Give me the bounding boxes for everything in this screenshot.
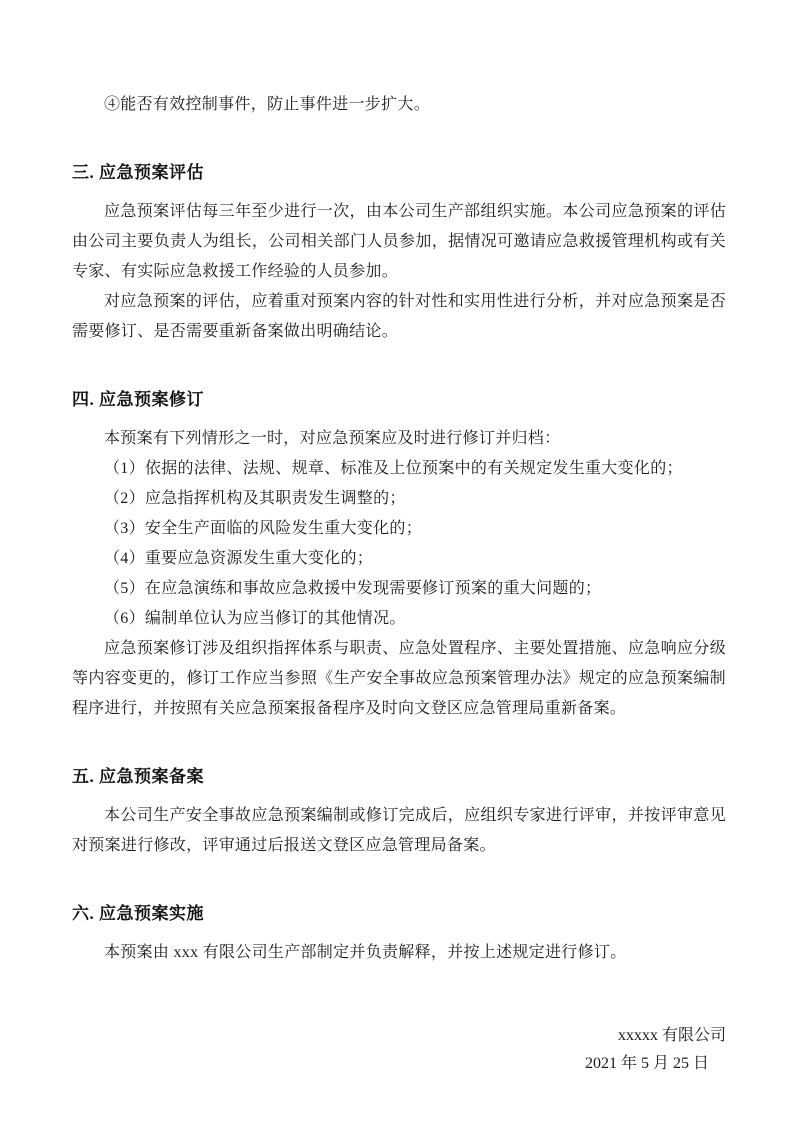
section-heading: 六. 应急预案实施 — [72, 904, 204, 923]
paragraph: 对应急预案的评估，应着重对预案内容的针对性和实用性进行分析，并对应急预案是否需要修订、是否需要重新备案做出明确结论。 — [72, 293, 726, 340]
paragraph: 应急预案评估每三年至少进行一次，由本公司生产部组织实施。本公司应急预案的评估由公司主要负责人为组长，公司相关部门人员参加，据情况可邀请应急救援管理机构或有关专家、有实际应急救援工作经验的人员参加。 — [72, 203, 726, 280]
paragraph: 本公司生产安全事故应急预案编制或修订完成后，应组织专家进行评审，并按评审意见对预案进行修改，评审通过后报送文登区应急管理局备案。 — [72, 807, 726, 854]
paragraph: 应急预案修订涉及组织指挥体系与职责、应急处置程序、主要处置措施、应急响应分级等内容变更的，修订工作应当参照《生产安全事故应急预案管理办法》规定的应急预案编制程序进行，并按照有关应急预案报备程序及时向文登区应急管理局重新备案。 — [72, 640, 726, 717]
list-item: （2）应急指挥机构及其职责发生调整的； — [104, 490, 406, 507]
signature-date: 2021 年 5 月 25 日 — [584, 1055, 709, 1072]
section-plan-filing — [72, 766, 726, 861]
section-heading: 四. 应急预案修订 — [72, 390, 204, 409]
list-item: （6）编制单位认为应当修订的其他情况。 — [104, 610, 406, 627]
paragraph: 本预案由 xxx 有限公司生产部制定并负责解释，并按上述规定进行修订。 — [104, 944, 627, 961]
list-item: （1）依据的法律、法规、规章、标准及上位预案中的有关规定发生重大变化的； — [104, 460, 683, 477]
section-plan-revision — [72, 389, 726, 724]
list-item: （5）在应急演练和事故应急救援中发现需要修订预案的重大问题的； — [104, 580, 602, 597]
intro-paragraph: ④能否有效控制事件，防止事件进一步扩大。 — [104, 96, 431, 113]
section-plan-evaluation — [72, 162, 726, 347]
section-plan-implementation — [72, 903, 726, 968]
list-item: （3）安全生产面临的风险发生重大变化的； — [104, 520, 423, 537]
section-heading: 三. 应急预案评估 — [72, 163, 204, 182]
signature-block — [72, 1022, 726, 1078]
signature-company: xxxxx 有限公司 — [617, 1027, 726, 1044]
paragraph: 本预案有下列情形之一时，对应急预案应及时进行修订并归档： — [104, 430, 561, 447]
list-item: （4）重要应急资源发生重大变化的； — [104, 550, 374, 567]
section-heading: 五. 应急预案备案 — [72, 767, 204, 786]
